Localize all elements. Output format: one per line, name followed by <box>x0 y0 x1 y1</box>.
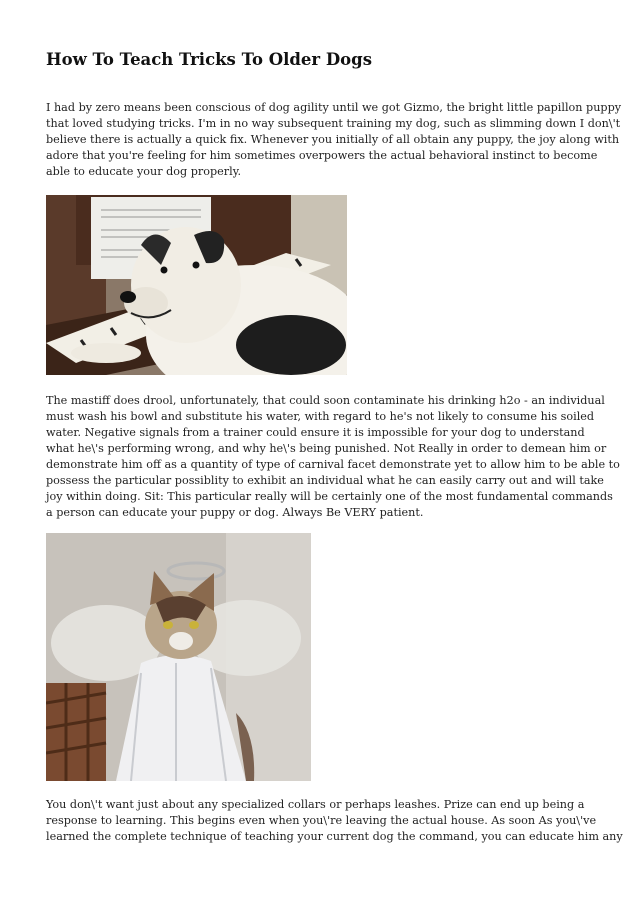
paragraph-line: joy within doing. Sit: This particular really will be certainly one of the most fundamental commands <box>46 490 613 503</box>
paragraph-2 <box>46 393 620 521</box>
paragraph-line: learned the complete technique of teaching your current dog the command, you can educate him any <box>46 830 623 843</box>
paragraph-line: possess the particular possiblity to exhibit an individual what he can easily carry out and will take <box>46 474 604 487</box>
paragraph-line: able to educate your dog properly. <box>46 165 242 178</box>
article-title: How To Teach Tricks To Older Dogs <box>46 50 372 69</box>
paragraph-line: You don\'t want just about any specialized collars or perhaps leashes. Prize can end up being a <box>46 798 585 811</box>
paragraph-line: what he\'s performing wrong, and why he\'s being punished. Not Really in order to demean him or <box>46 442 607 455</box>
paragraph-line: must wash his bowl and substitute his water, with regard to he's not likely to consume his soiled <box>46 410 595 423</box>
paragraph-line: a person can educate your puppy or dog. Always Be VERY patient. <box>46 506 424 519</box>
paragraph-line: water. Negative signals from a trainer could ensure it is impossible for your dog to understand <box>46 426 585 439</box>
dog-at-piano-photo <box>46 195 347 375</box>
paragraph-1 <box>46 100 622 180</box>
paragraph-line: demonstrate him off as a quantity of type of carnival facet demonstrate yet to allow him to be able to <box>46 458 620 471</box>
paragraph-line: adore that you're feeling for him sometimes overpowers the actual behavioral instinct to become <box>46 149 598 162</box>
paragraph-line: I had by zero means been conscious of dog agility until we got Gizmo, the bright little papillon puppy <box>46 101 622 114</box>
paragraph-3 <box>46 797 623 845</box>
cat-in-angel-costume-photo <box>46 533 311 781</box>
paragraph-line: believe there is actually a quick fix. Whenever you initially of all obtain any puppy, the joy along with <box>46 133 620 146</box>
paragraph-line: response to learning. This begins even when you\'re leaving the actual house. As soon As you\'ve <box>46 814 597 827</box>
paragraph-line: The mastiff does drool, unfortunately, that could soon contaminate his drinking h2o - an individual <box>46 394 605 407</box>
paragraph-line: that loved studying tricks. I'm in no way subsequent training my dog, such as slimming down I don\'t <box>46 117 621 130</box>
